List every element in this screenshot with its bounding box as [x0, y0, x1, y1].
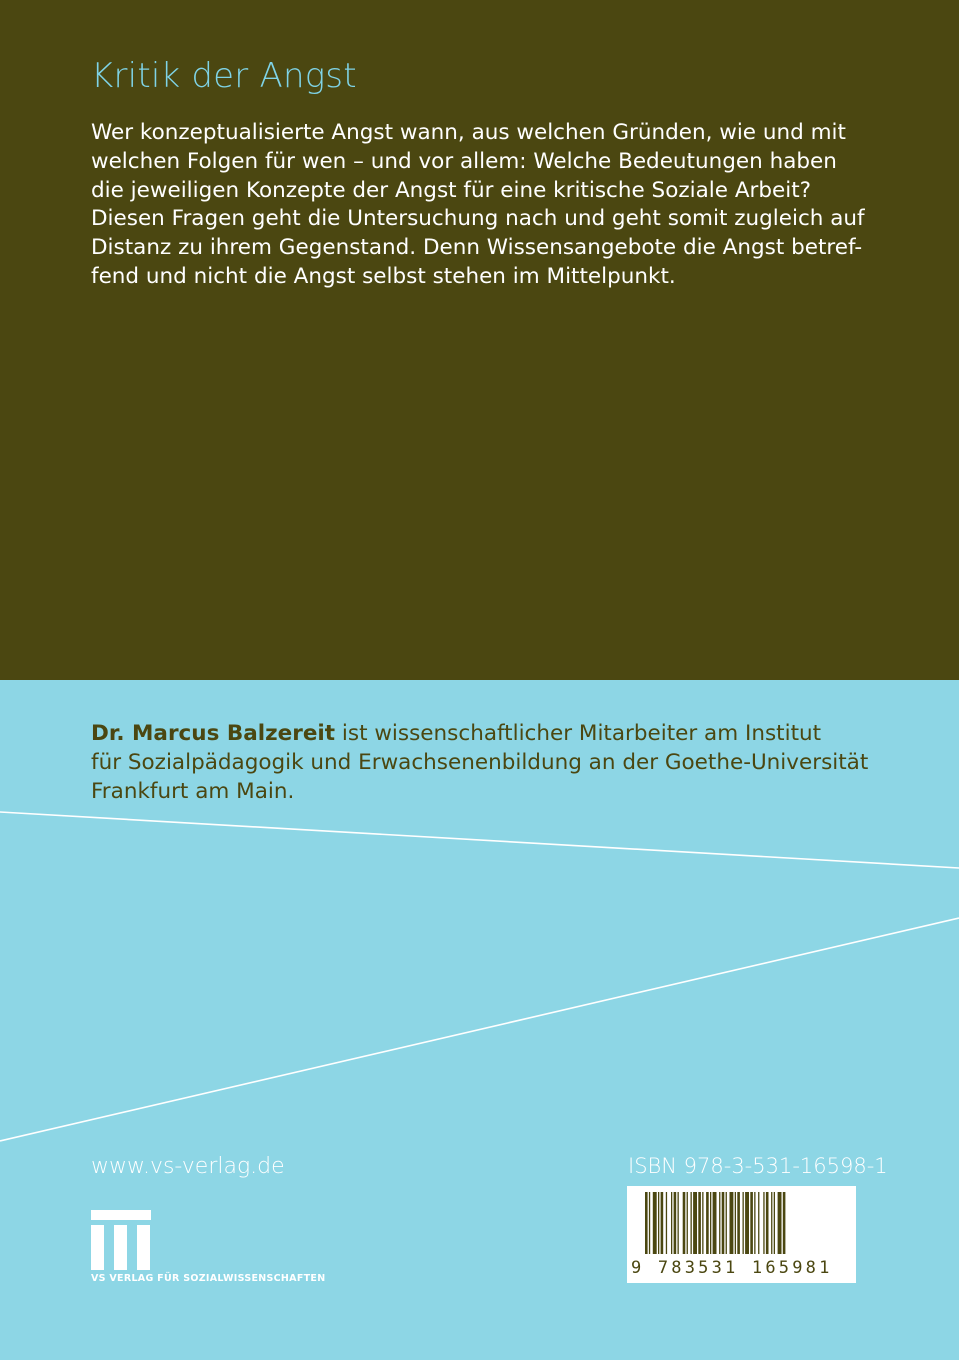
barcode-bar	[745, 1192, 749, 1254]
barcode-bar	[666, 1192, 667, 1254]
barcode-bar	[674, 1192, 677, 1254]
logo-top-bar	[91, 1210, 151, 1220]
blurb-line: fend und nicht die Angst selbst stehen im Mittelpunkt.	[91, 263, 676, 289]
author-bio-line: Frankfurt am Main.	[91, 778, 295, 804]
barcode-bar	[713, 1192, 717, 1254]
blurb-line: Diesen Fragen geht die Untersuchung nach und geht somit zugleich auf	[91, 206, 865, 232]
author-bio-text: ist wissenschaftlicher Mitarbeiter am Institut	[335, 721, 822, 746]
barcode-bar	[771, 1192, 772, 1254]
barcode-bar	[678, 1192, 679, 1254]
barcode-bar	[743, 1192, 744, 1254]
barcode-bar	[730, 1192, 734, 1254]
barcode-bar	[702, 1192, 703, 1254]
isbn-label: ISBN 978-3-531-16598-1	[628, 1154, 888, 1178]
barcode-bar	[671, 1192, 672, 1254]
logo-pillar	[114, 1225, 127, 1270]
barcode-bar	[750, 1192, 753, 1254]
blurb	[91, 119, 865, 292]
blurb-line: welchen Folgen für wen – und vor allem: Welche Bedeutungen haben	[91, 148, 837, 174]
blurb-line: Wer konzeptualisierte Angst wann, aus welchen Gründen, wie und mit	[91, 120, 846, 145]
blurb-line: Distanz zu ihrem Gegenstand. Denn Wissensangebote die Angst betref-	[91, 235, 863, 261]
barcode-bar	[719, 1192, 720, 1254]
barcode-bar	[754, 1192, 755, 1254]
barcode-bar	[758, 1192, 759, 1254]
author-bio	[91, 720, 911, 806]
barcode-bar	[706, 1192, 709, 1254]
decorative-line-upper	[0, 812, 959, 868]
book-title: Kritik der Angst	[91, 56, 357, 96]
logo-pillar	[91, 1225, 104, 1270]
logo-pillar	[137, 1225, 150, 1270]
barcode-bar	[698, 1192, 701, 1254]
barcode-bar	[645, 1192, 648, 1254]
barcode-bar	[735, 1192, 736, 1254]
author-bio-line: für Sozialpädagogik und Erwachsenenbildung an der Goethe-Universität	[91, 749, 869, 775]
publisher-name: VS VERLAG FÜR SOZIALWISSENSCHAFTEN	[91, 1273, 326, 1284]
blurb-line: die jeweiligen Konzepte der Angst für eine kritische Soziale Arbeit?	[91, 177, 812, 203]
barcode-bar	[766, 1192, 769, 1254]
barcode-bar	[722, 1192, 725, 1254]
website-url: www.vs-verlag.de	[91, 1154, 285, 1179]
barcode-bar	[763, 1192, 764, 1254]
barcode-bar	[710, 1192, 711, 1254]
barcode-bar	[691, 1192, 692, 1254]
barcode-bar	[778, 1192, 782, 1254]
barcode	[627, 1186, 856, 1283]
barcode-bar	[653, 1192, 657, 1254]
barcode-bar	[683, 1192, 686, 1254]
barcode-bar	[687, 1192, 688, 1254]
publisher-logo-icon	[91, 1210, 151, 1270]
decorative-line-lower	[0, 918, 959, 1141]
barcode-bar	[726, 1192, 727, 1254]
author-bio-line	[91, 720, 911, 749]
barcode-digits: 9 783531 165981	[631, 1258, 833, 1278]
barcode-bar	[737, 1192, 740, 1254]
barcode-bar	[661, 1192, 664, 1254]
barcode-bar	[783, 1192, 786, 1254]
barcode-bar	[649, 1192, 650, 1254]
author-name: Dr. Marcus Balzereit	[91, 721, 336, 746]
barcode-bar	[774, 1192, 775, 1254]
barcode-bar	[658, 1192, 659, 1254]
barcode-bar	[693, 1192, 697, 1254]
bottom-panel	[0, 680, 959, 1360]
